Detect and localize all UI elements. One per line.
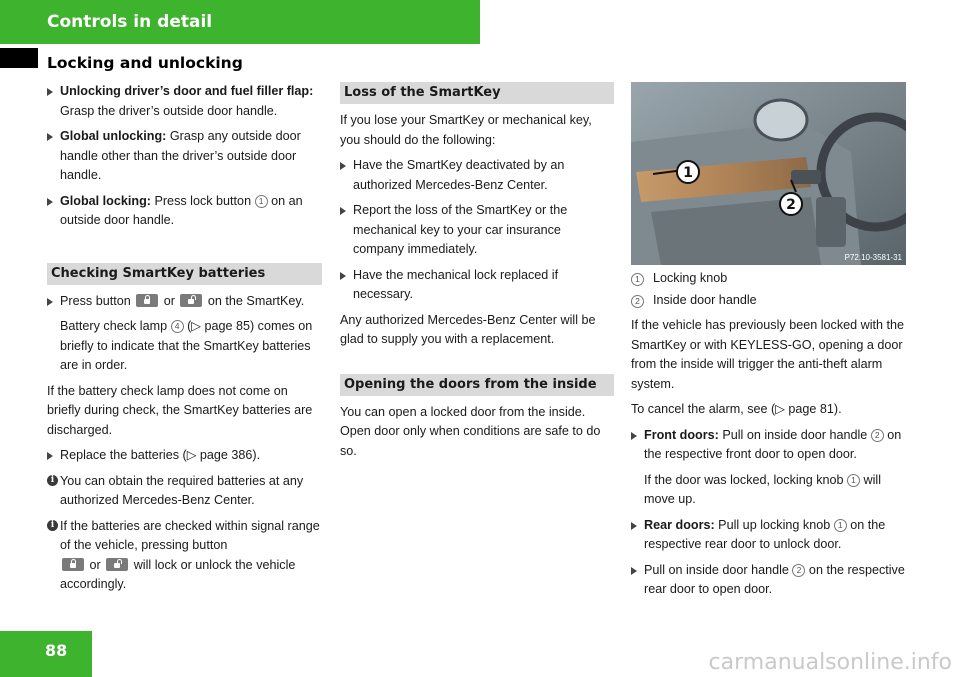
legend-text: Inside door handle: [653, 292, 757, 307]
callout-number: 1: [847, 474, 860, 487]
section-title: Locking and unlocking: [47, 54, 243, 72]
door-interior-photo: [631, 82, 906, 265]
bullet-text: on an outside door handle.: [60, 193, 303, 227]
info-note-batteries: [47, 472, 322, 511]
column-middle: [340, 82, 614, 467]
bullet-text: Pull up locking knob: [714, 517, 834, 532]
bullet-press-button: [47, 292, 322, 312]
chapter-header-bar: [0, 0, 480, 44]
heading-opening-doors: Opening the doors from the inside: [340, 374, 614, 396]
battery-discharged-text: If the battery check lamp does not come on briefly during check, the SmartKey batteries are discharged.: [47, 383, 313, 437]
info-text: If the batteries are checked within signal range of the vehicle, pressing button: [60, 518, 320, 552]
bullet-front-doors: [631, 426, 908, 465]
note-text: If the door was locked, locking knob: [644, 472, 848, 487]
bullet-text: on the respective rear door to open door.: [644, 562, 905, 596]
opening-doors-text: You can open a locked door from the inside. Open door only when conditions are safe to do so.: [340, 404, 601, 458]
bullet-text: Report the loss of the SmartKey or the mechanical key to your car insurance company immediately.: [353, 203, 568, 256]
callout-number: 2: [631, 295, 644, 308]
info-icon: i: [47, 475, 58, 486]
watermark: carmanualsonline.info: [708, 650, 952, 675]
bullet-text: Grasp the driver’s outside door handle.: [60, 103, 278, 118]
bullet-rear-handle: [631, 561, 908, 600]
bullet-report-loss: [340, 201, 614, 260]
callout-1: 1: [683, 165, 693, 181]
callout-number: 1: [255, 195, 268, 208]
bullet-arrow-icon: [631, 522, 637, 530]
bullet-text: Have the SmartKey deactivated by an authorized Mercedes-Benz Center.: [353, 158, 565, 192]
note-text: Battery check lamp: [60, 319, 171, 333]
replacement-text: Any authorized Mercedes-Benz Center will be glad to supply you with a replacement.: [340, 312, 596, 346]
info-text: or: [86, 557, 105, 572]
info-note-signal-range: [47, 517, 322, 595]
callout-number: 2: [792, 564, 805, 577]
page-number: 88: [45, 641, 68, 660]
bullet-rear-doors: [631, 516, 908, 555]
bullet-arrow-icon: [340, 272, 346, 280]
bullet-arrow-icon: [340, 162, 346, 170]
lock-button-icon: [136, 294, 158, 307]
bullet-text: Pull on inside door handle: [644, 562, 793, 577]
bullet-title: Global locking:: [60, 193, 151, 208]
heading-loss-of-smartkey: Loss of the SmartKey: [340, 82, 614, 104]
bullet-text: Pull on inside door handle: [718, 427, 871, 442]
bullet-arrow-icon: [340, 207, 346, 215]
bullet-deactivate: [340, 156, 614, 195]
column-left: [47, 82, 322, 601]
bullet-title: Global unlocking:: [60, 129, 167, 143]
chapter-title: Controls in detail: [47, 12, 213, 32]
legend-inside-handle: [631, 291, 908, 311]
section-marker: [0, 48, 38, 68]
lock-button-icon: [62, 558, 84, 571]
legend-text: Locking knob: [653, 271, 728, 285]
bullet-arrow-icon: [47, 88, 53, 96]
callout-number: 4: [171, 320, 184, 333]
callout-number: 1: [631, 273, 644, 286]
bullet-text: on the respective front door to open door.: [644, 427, 902, 461]
callout-number: 2: [871, 429, 884, 442]
bullet-text: Have the mechanical lock replaced if necessary.: [353, 267, 559, 301]
bullet-text: Grasp any outside door handle other than the driver’s outside door handle.: [60, 129, 301, 182]
bullet-global-lock: [47, 192, 322, 231]
bullet-arrow-icon: [47, 452, 53, 460]
bullet-global-unlock: [47, 127, 322, 186]
unlock-button-icon: [180, 294, 202, 307]
photo-reference-code: P72.10-3581-31: [844, 253, 902, 262]
loss-intro-text: If you lose your SmartKey or mechanical key, you should do the following:: [340, 113, 592, 147]
note-text: will move up.: [644, 472, 882, 506]
bullet-text: on the SmartKey.: [204, 293, 305, 308]
bullet-arrow-icon: [631, 567, 637, 575]
bullet-replace-lock: [340, 266, 614, 305]
bullet-replace-batteries: [47, 446, 322, 466]
door-photo-illustration: [631, 82, 906, 265]
bullet-title: Unlocking driver’s door and fuel filler flap:: [60, 84, 314, 98]
callout-2: 2: [786, 197, 796, 213]
bullet-arrow-icon: [631, 432, 637, 440]
info-icon: i: [47, 520, 58, 531]
callout-number: 1: [834, 519, 847, 532]
battery-lamp-note: [47, 317, 322, 376]
bullet-arrow-icon: [47, 133, 53, 141]
heading-checking-batteries: Checking SmartKey batteries: [47, 263, 322, 285]
locking-knob-note: [631, 471, 908, 510]
legend-locking-knob: [631, 269, 908, 289]
bullet-text: on the respective rear door to unlock door.: [644, 517, 886, 551]
bullet-text: Replace the batteries (▷ page 386).: [60, 448, 261, 462]
bullet-text: Press button: [60, 293, 135, 308]
bullet-unlock-driver: [47, 82, 322, 121]
bullet-text: or: [160, 293, 179, 308]
bullet-text: Press lock button: [150, 193, 255, 208]
bullet-title: Rear doors:: [644, 517, 715, 532]
column-right: [631, 82, 908, 606]
cancel-alarm-text: To cancel the alarm, see (▷ page 81).: [631, 402, 842, 416]
bullet-arrow-icon: [47, 298, 53, 306]
bullet-title: Front doors:: [644, 427, 719, 442]
info-text: will lock or unlock the vehicle accordingly.: [60, 557, 296, 591]
note-text: (▷ page 85) comes on briefly to indicate that the SmartKey batteries are in order.: [60, 319, 313, 372]
unlock-button-icon: [106, 558, 128, 571]
bullet-arrow-icon: [47, 198, 53, 206]
alarm-trigger-text: If the vehicle has previously been locked with the SmartKey or with KEYLESS-GO, opening a door from the inside will trigger the anti-theft alarm system.: [631, 318, 905, 391]
info-text: You can obtain the required batteries at any authorized Mercedes-Benz Center.: [60, 473, 304, 507]
